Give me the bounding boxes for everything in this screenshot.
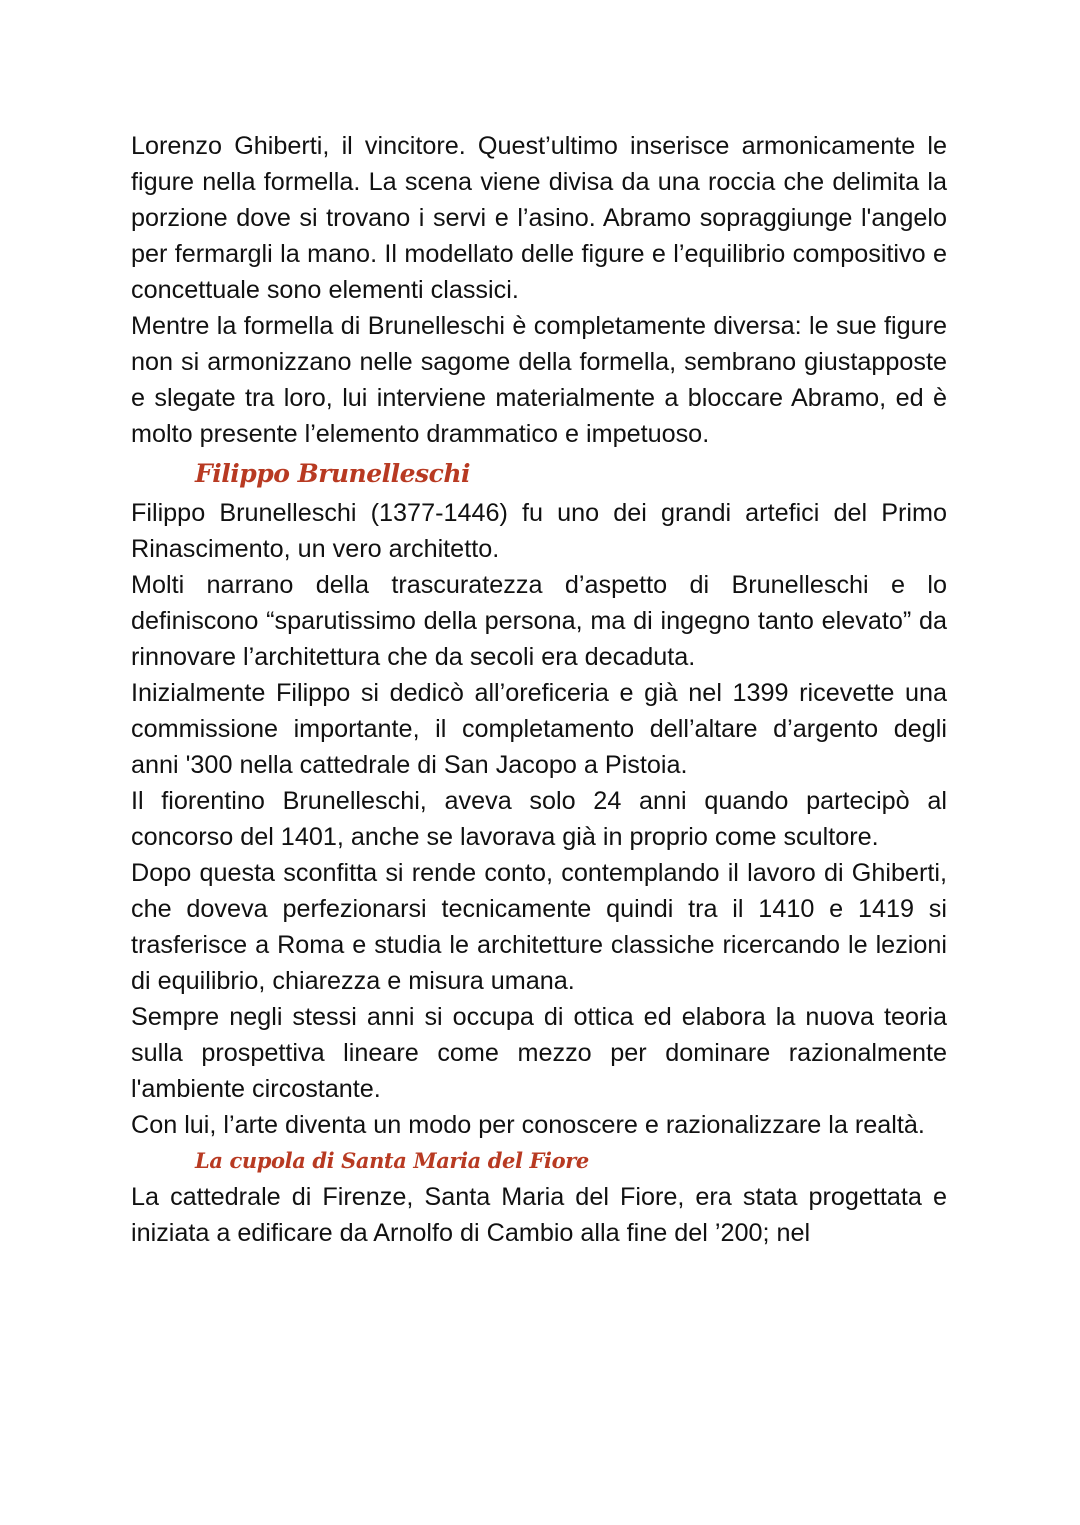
paragraph-brunelleschi-concorso: Il fiorentino Brunelleschi, aveva solo 24 anni quando partecipò al concorso del 1401, anche se lavorava già in proprio come scultore. — [131, 787, 947, 851]
paragraph-brunelleschi-prospettiva: Sempre negli stessi anni si occupa di ottica ed elabora la nuova teoria sulla prospettiva lineare come mezzo per dominare razionalmente l'ambiente circostante. — [131, 1003, 947, 1103]
paragraph-brunelleschi-intro: Filippo Brunelleschi (1377-1446) fu uno dei grandi artefici del Primo Rinascimento, un vero architetto. — [131, 499, 947, 563]
paragraph-brunelleschi-aspetto: Molti narrano della trascuratezza d’aspetto di Brunelleschi e lo definiscono “sparutissimo della persona, ma di ingegno tanto elevato” da rinnovare l’architettura che da secoli era decaduta. — [131, 571, 947, 671]
document-page — [131, 128, 947, 1251]
section-heading-filippo-brunelleschi: Filippo Brunelleschi — [195, 459, 471, 488]
paragraph-brunelleschi-roma: Dopo questa sconfitta si rende conto, contemplando il lavoro di Ghiberti, che doveva perfezionarsi tecnicamente quindi tra il 1410 e 1419 si trasferisce a Roma e studia le architetture classiche ricercando le lezioni di equilibrio, chiarezza e misura umana. — [131, 859, 947, 995]
paragraph-brunelleschi-formella: Mentre la formella di Brunelleschi è completamente diversa: le sue figure non si armonizzano nelle sagome della formella, sembrano giustapposte e slegate tra loro, lui interviene materialmente a bloccare Abramo, ed è molto presente l’elemento drammatico e impetuoso. — [131, 312, 947, 448]
paragraph-brunelleschi-arte: Con lui, l’arte diventa un modo per conoscere e razionalizzare la realtà. — [131, 1111, 925, 1139]
section-heading-cupola-santa-maria-del-fiore: La cupola di Santa Maria del Fiore — [195, 1148, 589, 1173]
paragraph-ghiberti-formella: Lorenzo Ghiberti, il vincitore. Quest’ultimo inserisce armonicamente le figure nella formella. La scena viene divisa da una roccia che delimita la porzione dove si trovano i servi e l’asino. Abramo sopraggiunge l'angelo per fermargli la mano. Il modellato delle figure e l’equilibrio compositivo e concettuale sono elementi classici. — [131, 132, 947, 304]
paragraph-cattedrale-firenze: La cattedrale di Firenze, Santa Maria del Fiore, era stata progettata e iniziata a edificare da Arnolfo di Cambio alla fine del ’200; nel — [131, 1183, 947, 1247]
paragraph-brunelleschi-oreficeria: Inizialmente Filippo si dedicò all’oreficeria e già nel 1399 ricevette una commissione importante, il completamento dell’altare d’argento degli anni '300 nella cattedrale di San Jacopo a Pistoia. — [131, 679, 947, 779]
